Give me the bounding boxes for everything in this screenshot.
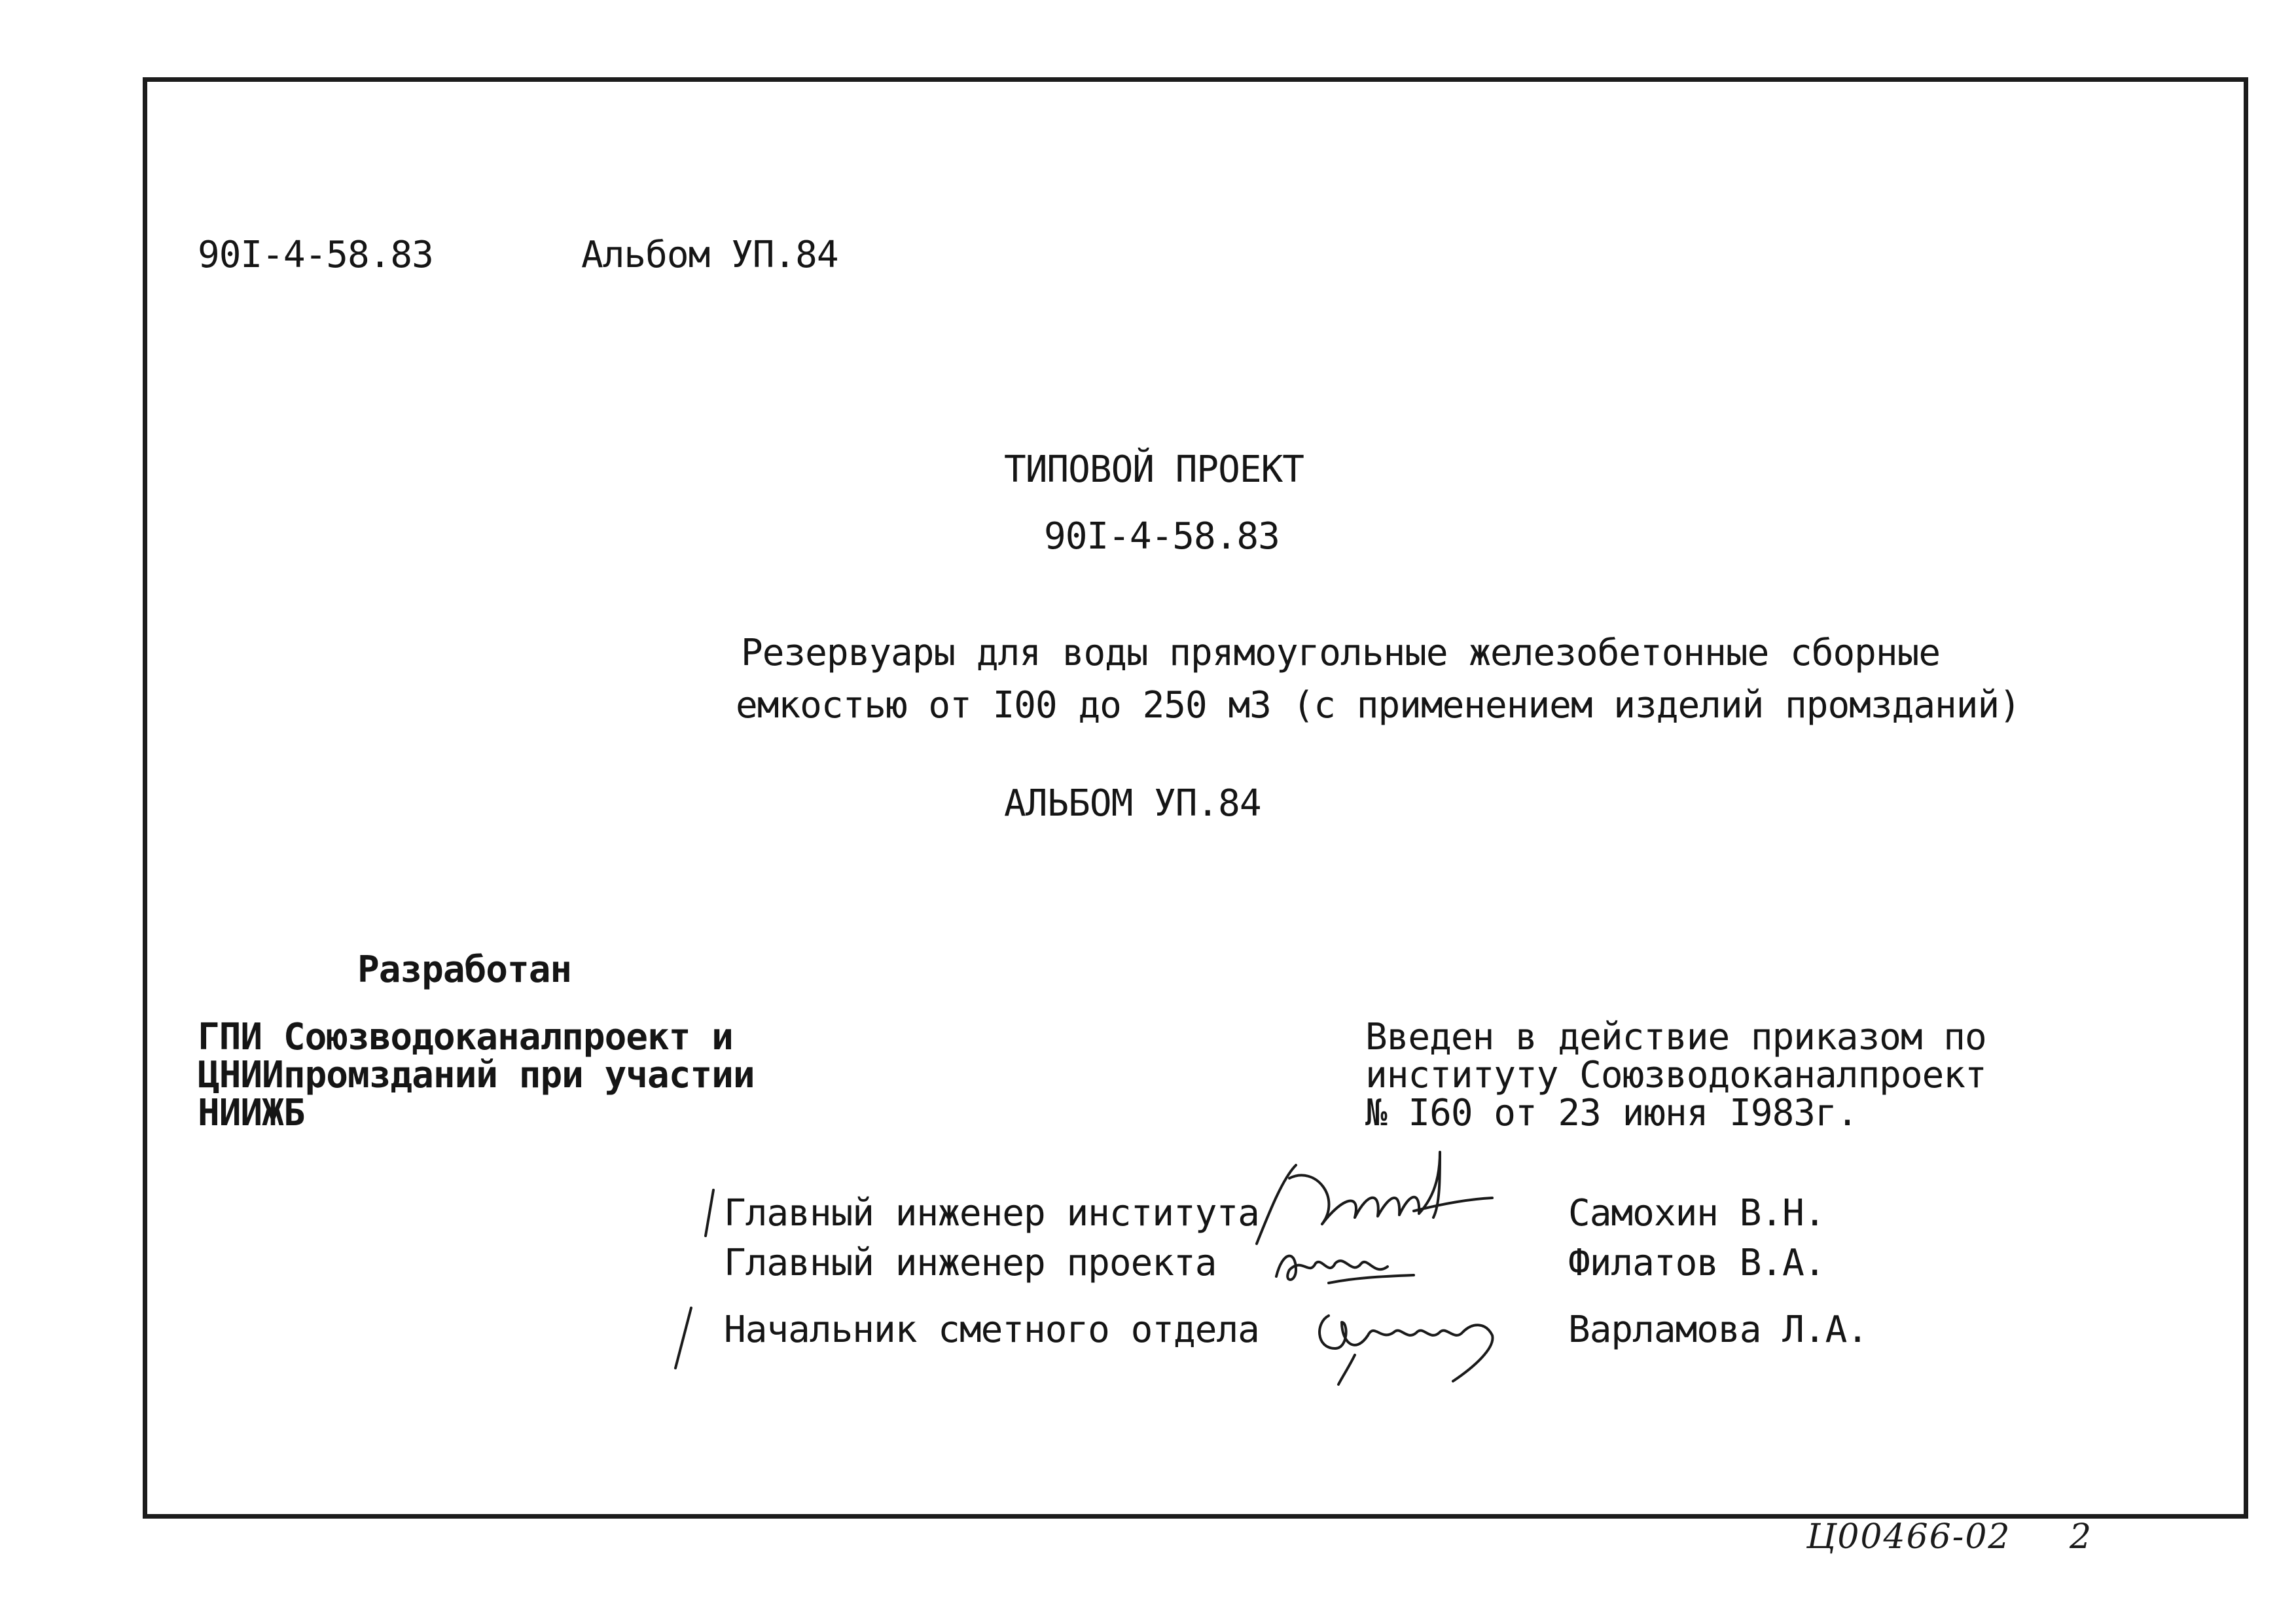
developed-heading: Разработан [357,948,572,991]
developed-line: ЦНИИпромзданий при участии [198,1054,755,1096]
footer-handwritten-code: Ц00466-02 [1806,1517,2011,1557]
check-mark-1 [694,1185,733,1244]
title-project-type: ТИПОВОЙ ПРОЕКТ [1004,448,1304,491]
footer-page-number: 2 [2070,1517,2093,1557]
signatory-name-1: Самохин В.Н. [1568,1192,1825,1235]
signatory-name-3: Варламова Л.А. [1568,1309,1869,1351]
signatory-position-3: Начальник сметного отдела [724,1309,1259,1351]
signatory-name-2: Филатов В.А. [1568,1242,1825,1284]
developed-line: НИИЖБ [198,1092,305,1134]
enactment-line: институту Союзводоканалпроект [1365,1054,1986,1096]
check-mark-3 [661,1303,700,1381]
header-album: Альбом УП.84 [581,234,838,276]
signature-chief-engineer-institute [1244,1139,1505,1250]
title-description-line2: емкостью от I00 до 250 м3 (с применением изделий промзданий) [736,684,2020,727]
title-project-code: 90I-4-58.83 [1044,515,1280,558]
developed-organizations [198,1016,755,1134]
header-project-code: 90I-4-58.83 [198,234,433,276]
signature-head-of-estimate-dept [1302,1296,1518,1388]
title-description-line1: Резервуары для воды прямоугольные железобетонные сборные [741,632,1941,674]
developed-line: ГПИ Союзводоканалпроект и [198,1016,733,1058]
title-album: АЛЬБОМ УП.84 [1004,782,1261,825]
signatory-position-2: Главный инженер проекта [724,1242,1217,1284]
signature-chief-engineer-project [1270,1237,1440,1290]
enactment-line: № I60 от 23 июня I983г. [1365,1092,1858,1134]
enactment-note [1365,1016,1986,1134]
enactment-line: Введен в действие приказом по [1365,1016,1986,1058]
signatory-position-1: Главный инженер института [724,1192,1259,1235]
